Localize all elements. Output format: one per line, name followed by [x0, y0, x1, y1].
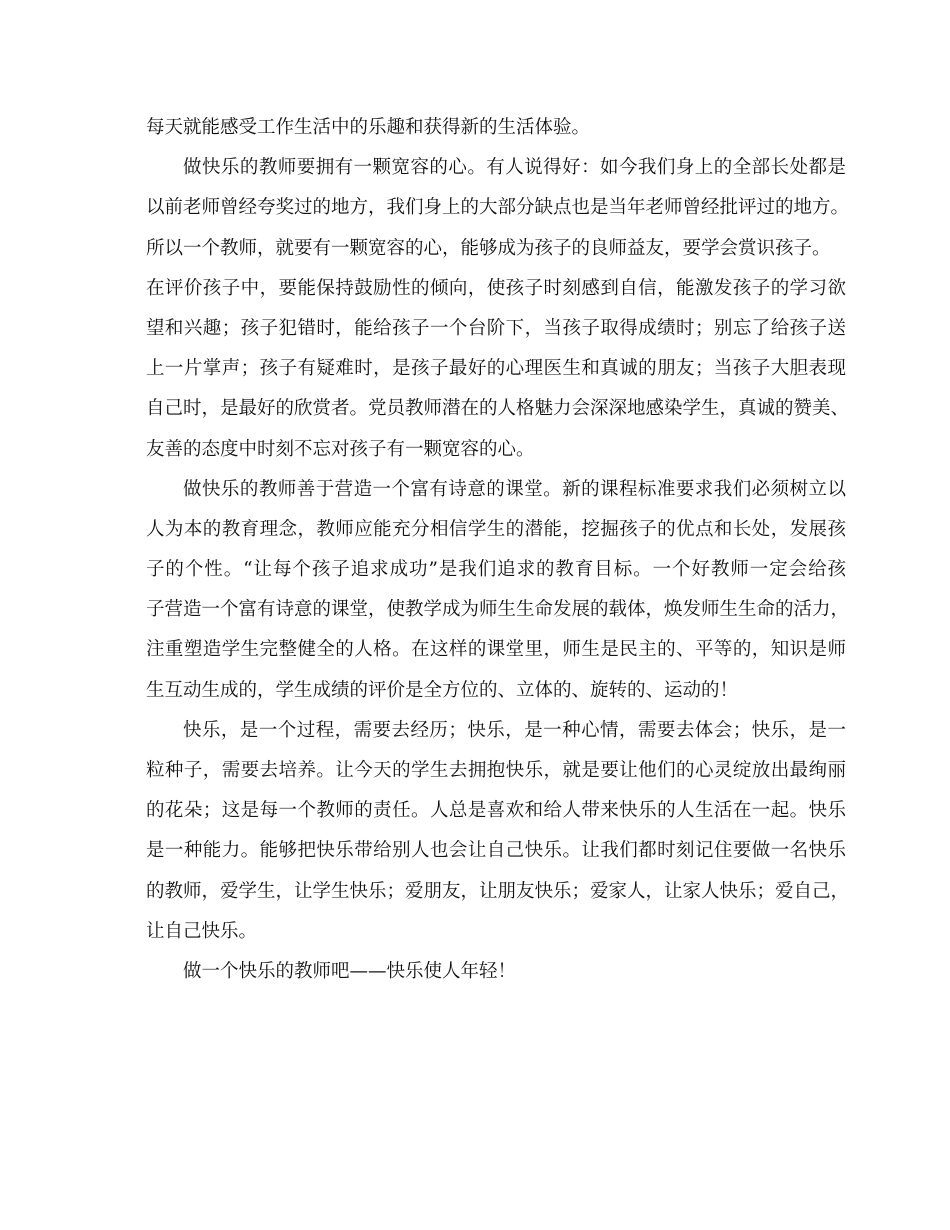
text-line: 每天就能感受工作生活中的乐趣和获得新的生活体验。	[146, 117, 591, 138]
text-line: 以前老师曾经夸奖过的地方，我们身上的大部分缺点也是当年老师曾经批评过的地方。	[146, 197, 850, 219]
paragraph	[146, 108, 846, 148]
text-line: 的教师，爱学生，让学生快乐；爱朋友，让朋友快乐；爱家人，让家人快乐；爱自己，	[146, 880, 850, 902]
text-line: 自己时，是最好的欣赏者。党员教师潜在的人格魅力会深深地感染学生，真诚的赞美、	[146, 398, 850, 420]
text-line: 快乐，是一个过程，需要去经历；快乐，是一种心情，需要去体会；快乐，是一	[183, 719, 846, 741]
text-line: 做一个快乐的教师吧——快乐使人年轻！	[183, 960, 517, 982]
document-body	[146, 108, 850, 992]
paragraph	[146, 470, 850, 711]
paragraph	[146, 952, 846, 992]
text-line: 子营造一个富有诗意的课堂，使教学成为师生生命发展的载体，焕发师生生命的活力，	[146, 599, 850, 621]
paragraph	[146, 148, 850, 470]
paragraph	[146, 711, 850, 952]
text-line: 生互动生成的，学生成绩的评价是全方位的、立体的、旋转的、运动的！	[146, 679, 739, 701]
text-line: 让自己快乐。	[146, 920, 258, 942]
text-line: 注重塑造学生完整健全的人格。在这样的课堂里，师生是民主的、平等的，知识是师	[146, 639, 846, 661]
text-line: 粒种子，需要去培养。让今天的学生去拥抱快乐，就是要让他们的心灵绽放出最绚丽	[146, 760, 846, 781]
text-line: 在评价孩子中，要能保持鼓励性的倾向，使孩子时刻感到自信，能激发孩子的学习欲	[146, 277, 846, 299]
text-line: 人为本的教育理念，教师应能充分相信学生的潜能，挖掘孩子的优点和长处，发展孩	[146, 518, 846, 540]
text-line: 是一种能力。能够把快乐带给别人也会让自己快乐。让我们都时刻记住要做一名快乐	[146, 840, 846, 862]
text-line: 的花朵；这是每一个教师的责任。人总是喜欢和给人带来快乐的人生活在一起。快乐	[146, 800, 846, 822]
text-line: 上一片掌声；孩子有疑难时，是孩子最好的心理医生和真诚的朋友；当孩子大胆表现	[146, 358, 846, 380]
text-line: 望和兴趣；孩子犯错时，能给孩子一个台阶下，当孩子取得成绩时；别忘了给孩子送	[146, 317, 846, 339]
text-line: 做快乐的教师要拥有一颗宽容的心。有人说得好：如今我们身上的全部长处都是	[183, 157, 846, 179]
text-line: 友善的态度中时刻不忘对孩子有一颗宽容的心。	[146, 438, 535, 460]
text-line: 子的个性。“让每个孩子追求成功”是我们追求的教育目标。一个好教师一定会给孩	[146, 559, 846, 581]
text-line: 做快乐的教师善于营造一个富有诗意的课堂。新的课程标准要求我们必须树立以	[183, 478, 846, 500]
text-line: 所以一个教师，就要有一颗宽容的心，能够成为孩子的良师益友，要学会赏识孩子。	[146, 237, 831, 259]
